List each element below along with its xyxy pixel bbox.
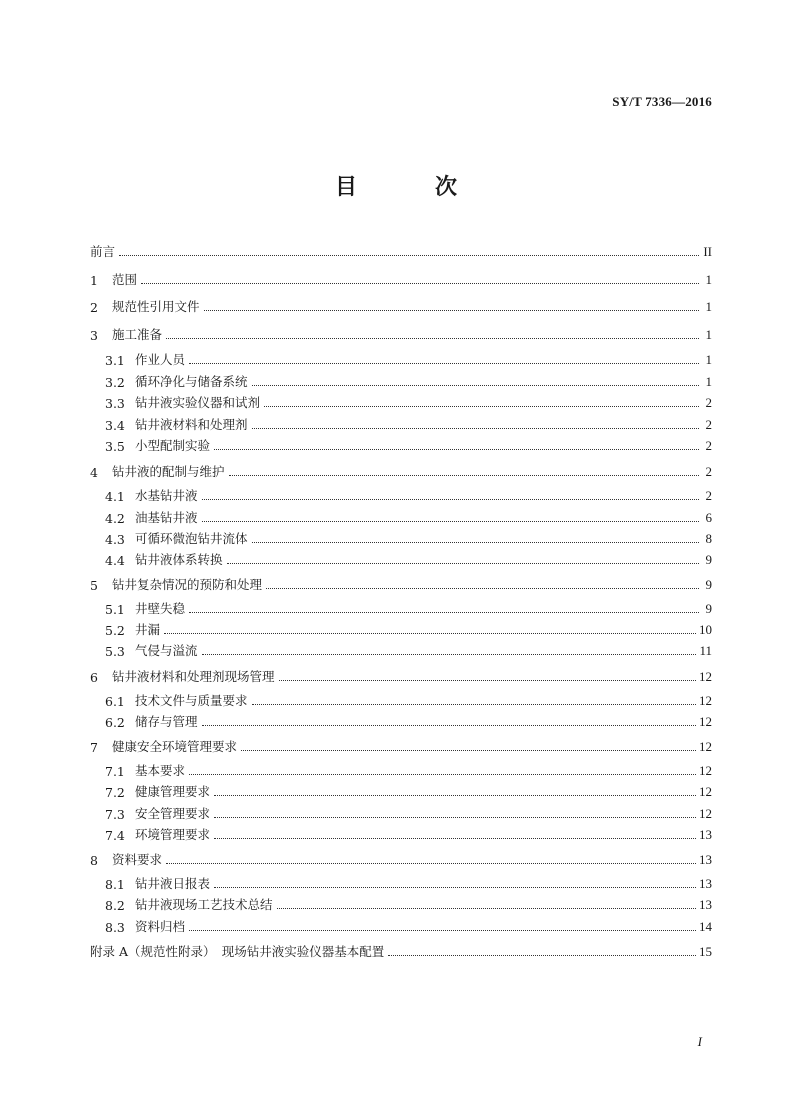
toc-entry[interactable] xyxy=(105,350,712,368)
toc-entry-label: 钻井复杂情况的预防和处理 xyxy=(112,577,263,592)
toc-entry-number: 7 xyxy=(90,740,98,755)
dot-leader xyxy=(252,541,699,543)
toc-entry-number: 7.3 xyxy=(105,807,125,822)
dot-leader xyxy=(202,724,696,726)
toc-entry-label: 健康安全环境管理要求 xyxy=(112,739,238,754)
dot-leader xyxy=(214,448,699,450)
dot-leader xyxy=(214,816,696,818)
toc-entry[interactable] xyxy=(105,393,712,411)
dot-leader xyxy=(214,794,696,796)
dot-leader xyxy=(252,427,699,429)
toc-entry-number: 3.4 xyxy=(105,418,125,433)
toc-entry-number: 4.2 xyxy=(105,511,125,526)
toc-entry[interactable] xyxy=(90,942,712,960)
dot-leader xyxy=(189,773,696,775)
toc-entry-label: 钻井液实验仪器和试剂 xyxy=(135,395,261,410)
dot-leader xyxy=(229,474,699,476)
toc-entry-number: 1 xyxy=(90,273,98,288)
toc-entry-number: 7.1 xyxy=(105,764,125,779)
dot-leader xyxy=(214,837,696,839)
toc-entry-number: 5.1 xyxy=(105,602,125,617)
toc-entry-label: 规范性引用文件 xyxy=(112,299,200,314)
toc-entry-number: 3 xyxy=(90,328,98,343)
toc-entry[interactable] xyxy=(105,508,712,526)
toc-entry[interactable] xyxy=(90,325,712,343)
toc-entry-number: 7.4 xyxy=(105,828,125,843)
toc-entry-page: 2 xyxy=(705,395,712,410)
toc-entry[interactable] xyxy=(105,529,712,547)
toc-entry-label: 油基钻井液 xyxy=(135,510,198,525)
toc-entry-number: 8.3 xyxy=(105,920,125,935)
toc-entry-page: 2 xyxy=(705,417,712,432)
page-title: 目 次 xyxy=(334,175,485,200)
toc-entry-page: 9 xyxy=(705,601,712,616)
toc-entry[interactable] xyxy=(105,415,712,433)
toc-entry[interactable] xyxy=(90,270,712,288)
standard-code: SY/T 7336—2016 xyxy=(612,94,712,109)
dot-leader xyxy=(189,362,699,364)
toc-entry[interactable] xyxy=(105,712,712,730)
toc-entry-page: 2 xyxy=(705,464,712,479)
toc-entry[interactable] xyxy=(105,691,712,709)
toc-entry-label: 资料归档 xyxy=(135,919,186,934)
toc-entry-number: 4 xyxy=(90,465,98,480)
toc-entry[interactable] xyxy=(105,761,712,779)
toc-entry[interactable] xyxy=(105,486,712,504)
toc-entry-page: 1 xyxy=(705,374,712,389)
toc-entry-label: 水基钻井液 xyxy=(135,488,198,503)
toc-entry-page: II xyxy=(703,244,712,259)
dot-leader xyxy=(189,611,699,613)
toc-entry-label: 小型配制实验 xyxy=(135,438,211,453)
dot-leader xyxy=(141,282,699,284)
toc-entry-label: 井漏 xyxy=(135,622,161,637)
toc-entry[interactable] xyxy=(90,297,712,315)
dot-leader xyxy=(252,703,696,705)
toc-entry-number: 4.3 xyxy=(105,532,125,547)
toc-entry-page: 14 xyxy=(699,919,712,934)
toc-entry[interactable] xyxy=(105,874,712,892)
dot-leader xyxy=(189,929,696,931)
toc-entry[interactable] xyxy=(105,917,712,935)
toc-entry-label: 钻井液材料和处理剂 xyxy=(135,417,248,432)
dot-leader xyxy=(119,254,699,256)
toc-entry-page: 12 xyxy=(699,784,712,799)
toc-entry-page: 1 xyxy=(705,327,712,342)
toc-entry-label: 前言 xyxy=(90,244,116,259)
toc-entry-label: 循环净化与储备系统 xyxy=(135,374,248,389)
toc-entry-page: 12 xyxy=(699,806,712,821)
toc-entry[interactable] xyxy=(90,850,712,868)
toc-entry[interactable] xyxy=(105,782,712,800)
toc-entry-label: 基本要求 xyxy=(135,763,186,778)
toc-entry-label: 环境管理要求 xyxy=(135,827,211,842)
toc-entry-number: 7.2 xyxy=(105,785,125,800)
toc-entry-number: 6.2 xyxy=(105,715,125,730)
toc-entry[interactable] xyxy=(105,372,712,390)
toc-entry-number: 4.1 xyxy=(105,489,125,504)
toc-entry-page: 12 xyxy=(699,693,712,708)
toc-entry-page: 12 xyxy=(699,763,712,778)
toc-entry-number: 3.1 xyxy=(105,353,125,368)
toc-entry-page: 12 xyxy=(699,714,712,729)
toc-entry-page: 1 xyxy=(705,352,712,367)
toc-entry-page: 9 xyxy=(705,577,712,592)
toc-entry-label: 健康管理要求 xyxy=(135,784,211,799)
toc-entry-page: 13 xyxy=(699,827,712,842)
dot-leader xyxy=(204,309,699,311)
toc-entry-number: 3.3 xyxy=(105,396,125,411)
dot-leader xyxy=(164,632,696,634)
toc-entry-page: 15 xyxy=(699,944,712,959)
toc-entry-label: 施工准备 xyxy=(112,327,163,342)
toc-entry-page: 11 xyxy=(699,643,712,658)
dot-leader xyxy=(264,405,699,407)
dot-leader xyxy=(166,862,696,864)
toc-entry[interactable] xyxy=(105,599,712,617)
toc-entry-number: 2 xyxy=(90,300,98,315)
toc-entry-page: 1 xyxy=(705,299,712,314)
dot-leader xyxy=(279,679,696,681)
toc-entry-page: 13 xyxy=(699,897,712,912)
toc-entry-label: 钻井液体系转换 xyxy=(135,552,223,567)
dot-leader xyxy=(388,954,696,956)
toc-entry-page: 12 xyxy=(699,669,712,684)
toc-entry[interactable] xyxy=(105,436,712,454)
toc-entry-page: 9 xyxy=(705,552,712,567)
toc-entry[interactable] xyxy=(90,575,712,593)
toc-entry[interactable] xyxy=(105,825,712,843)
toc-entry-number: 3.5 xyxy=(105,439,125,454)
toc-entry-label: 范围 xyxy=(112,272,138,287)
toc-entry-label: 钻井液现场工艺技术总结 xyxy=(135,897,273,912)
dot-leader xyxy=(277,907,696,909)
toc-entry-number: 3.2 xyxy=(105,375,125,390)
dot-leader xyxy=(214,886,696,888)
toc-entry-number: 4.4 xyxy=(105,553,125,568)
toc-entry-number: 8.2 xyxy=(105,898,125,913)
toc-entry-label: 资料要求 xyxy=(112,852,163,867)
toc-entry-label: 井壁失稳 xyxy=(135,601,186,616)
toc-entry[interactable] xyxy=(90,462,712,480)
toc-entry-page: 1 xyxy=(705,272,712,287)
toc-entry[interactable] xyxy=(105,895,712,913)
toc-entry-page: 13 xyxy=(699,876,712,891)
dot-leader xyxy=(241,749,696,751)
toc-entry-label: 储存与管理 xyxy=(135,714,198,729)
toc-entry-page: 12 xyxy=(699,739,712,754)
toc-entry-page: 8 xyxy=(705,531,712,546)
toc-entry-label: 附录 A（规范性附录） 现场钻井液实验仪器基本配置 xyxy=(90,944,385,959)
toc-entry-label: 技术文件与质量要求 xyxy=(135,693,248,708)
toc-entry-number: 8.1 xyxy=(105,877,125,892)
toc-entry-number: 6.1 xyxy=(105,694,125,709)
toc-entry-page: 13 xyxy=(699,852,712,867)
toc-entry[interactable] xyxy=(90,242,712,260)
toc-entry[interactable] xyxy=(105,550,712,568)
toc-entry-number: 6 xyxy=(90,670,98,685)
dot-leader xyxy=(202,498,699,500)
toc-entry-label: 气侵与溢流 xyxy=(135,643,198,658)
dot-leader xyxy=(166,337,699,339)
dot-leader xyxy=(202,520,699,522)
dot-leader xyxy=(227,562,699,564)
toc-entry-label: 钻井液日报表 xyxy=(135,876,211,891)
toc-entry-label: 钻井液材料和处理剂现场管理 xyxy=(112,669,275,684)
toc-entry[interactable] xyxy=(90,667,712,685)
toc-entry[interactable] xyxy=(105,641,712,659)
toc-entry-number: 8 xyxy=(90,853,98,868)
toc-entry-number: 5 xyxy=(90,578,98,593)
toc-entry-label: 钻井液的配制与维护 xyxy=(112,464,225,479)
toc-entry[interactable] xyxy=(105,620,712,638)
page-number: I xyxy=(697,1034,702,1049)
toc-entry-page: 2 xyxy=(705,488,712,503)
toc-entry-number: 5.2 xyxy=(105,623,125,638)
toc-entry-label: 可循环微泡钻井流体 xyxy=(135,531,248,546)
toc-entry[interactable] xyxy=(90,737,712,755)
toc-entry-page: 6 xyxy=(705,510,712,525)
dot-leader xyxy=(266,587,699,589)
toc-entry-label: 安全管理要求 xyxy=(135,806,211,821)
toc-entry[interactable] xyxy=(105,804,712,822)
toc-entry-page: 10 xyxy=(699,622,712,637)
toc-entry-number: 5.3 xyxy=(105,644,125,659)
dot-leader xyxy=(202,653,697,655)
dot-leader xyxy=(252,384,699,386)
toc-entry-page: 2 xyxy=(705,438,712,453)
toc-entry-label: 作业人员 xyxy=(135,352,186,367)
